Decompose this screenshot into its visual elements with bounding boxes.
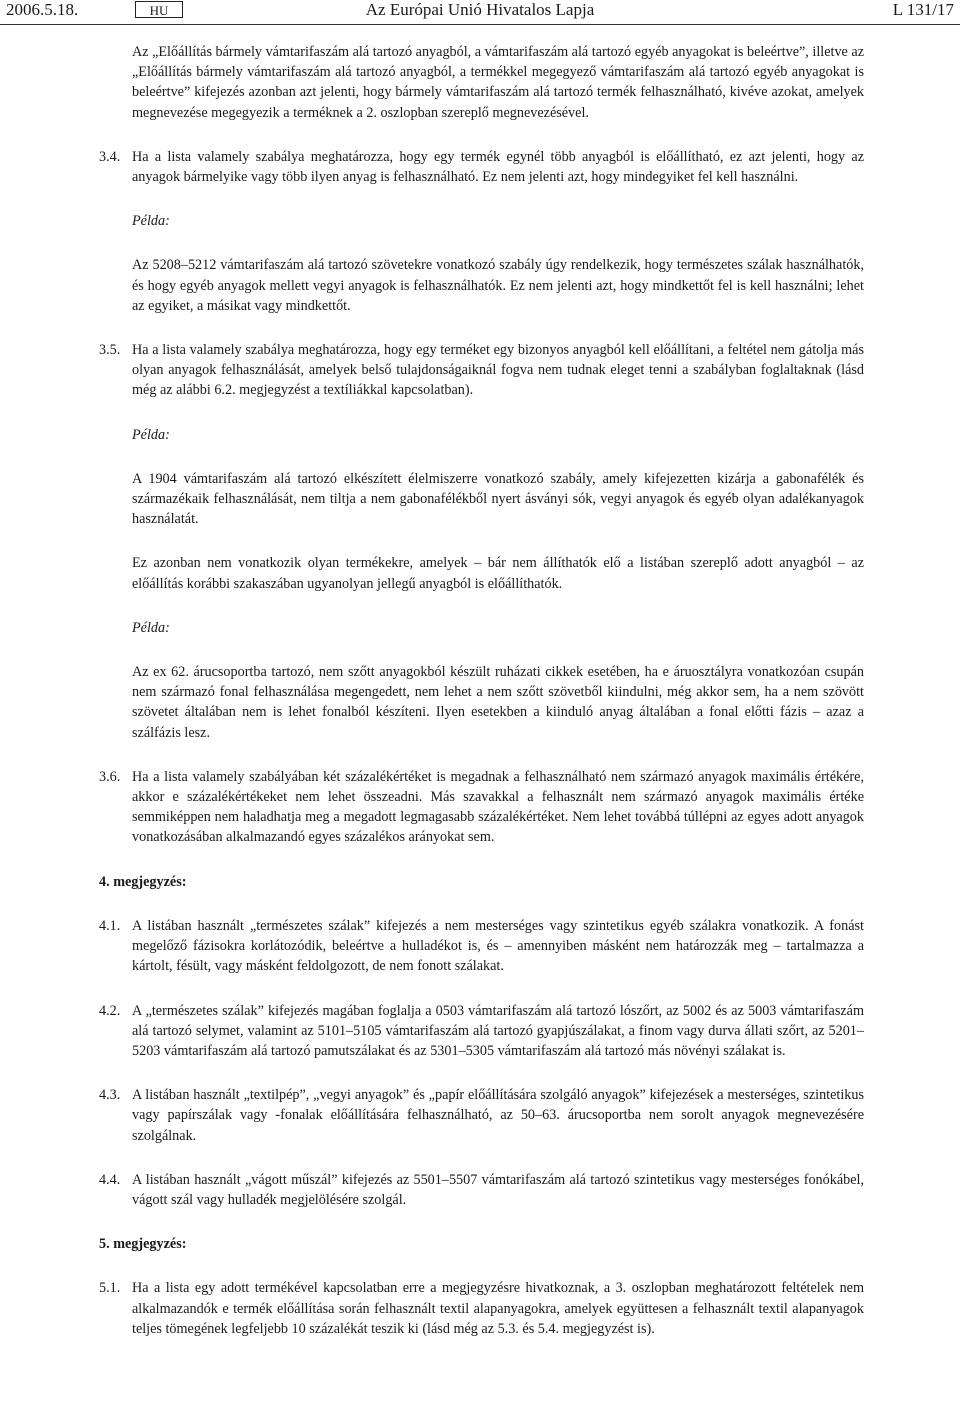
example-label: Példa: [132, 619, 170, 636]
example-label: Példa: [132, 426, 170, 443]
note-text: A „természetes szálak” kifejezés magában foglalja a 0503 vámtarifaszám alá tartozó lószőrt, az 5002 és az 5003 vámtarifaszám alá tartozó selymet, valamint az 5101–5105 vámtarifaszám alá tartozó gyapjúszálakat, a finom vagy durva állati szőrt, az 5201–5203 vámtarifaszám alá tartozó pamutszálakat és az 5301–5305 vámtarifaszám alá tartozó más növényi szálakat is. [132, 1002, 864, 1059]
section-text: Ha a lista valamely szabálya meghatározza, hogy egy terméket egy bizonyos anyagból kell előállítani, a feltétel nem gátolja más olyan anyagok felhasználását, amelyek belső tulajdonságaiknál fogva nem tudnak eleget tenni a szabályban foglaltaknak (lásd még az alábbi 6.2. megjegyzést a textíliákkal kapcsolatban). [132, 342, 864, 399]
note-item [99, 1170, 864, 1210]
section-3-5 [99, 340, 864, 401]
note-item [99, 1085, 864, 1146]
example-text: Az ex 62. árucsoportba tartozó, nem szőtt anyagokból készült ruházati cikkek esetében, ha e áruosztályra vonatkozóan csupán nem származó fonal felhasználása megengedett, nem lehet a nem szőtt szövetből kiindulni, még akkor sem, ha a nem szövött szövetet általában nem is lehet fonalból készíteni. Ilyen esetekben a kiinduló anyag általában a fonal előtti fázis – azaz a szálfázis lesz. [132, 664, 864, 741]
page-number: L 131/17 [892, 0, 954, 19]
note-text: Ha a lista egy adott termékével kapcsolatban erre a megjegyzésre hivatkoznak, a 3. oszlopban meghatározott feltételek nem alkalmazandók e termék előállítása során felhasznált textil alapanyagokra, amelyek együttesen a felhasznált textil alapanyagok teljes tömegének legfeljebb 10 százalékát teszik ki (lásd még az 5.3. és 5.4. megjegyzést is). [132, 1280, 864, 1337]
document-body [99, 42, 864, 1339]
note-item [99, 1001, 864, 1062]
section-3-6 [99, 767, 864, 848]
note-text: A listában használt „vágott műszál” kifejezés az 5501–5507 vámtarifaszám alá tartozó szintetikus vagy mesterséges fonókábel, vágott szál vagy hulladék megjelölésére szolgál. [132, 1171, 864, 1208]
note-4-heading: 4. megjegyzés: [99, 873, 187, 890]
example-text: A 1904 vámtarifaszám alá tartozó elkészített élelmiszerre vonatkozó szabály, amely kifejezetten kizárja a gabonafélék és származékaik felhasználását, nem tiltja a nem gabonafélékből nyert ásványi sók, vegyi anyagok és egyéb olyan adalékanyagok használatát. [132, 470, 864, 528]
journal-title: Az Európai Unió Hivatalos Lapja [365, 0, 595, 19]
note-number: 4.4. [99, 1171, 121, 1188]
note-number: 4.2. [99, 1002, 121, 1019]
note-text: A listában használt „természetes szálak” kifejezés a nem mesterséges vagy szintetikus egyéb szálakra vonatkozik. A fonást megelőző fázisokra korlátozódik, beleértve a hulladékot is, és – amennyiben másként nem határozzák meg – tartalmazza a kártolt, fésült, vagy másként feldolgozott, de nem fonott szálakat. [132, 917, 864, 975]
example-text: Ez azonban nem vonatkozik olyan termékekre, amelyek – bár nem állíthatók elő a listában szereplő adott anyagból – az előállítás korábbi szakaszában ugyanolyan jellegű anyagból is előállíthatók. [132, 555, 864, 592]
note-number: 4.3. [99, 1087, 121, 1104]
example-text: Az 5208–5212 vámtarifaszám alá tartozó szövetekre vonatkozó szabály úgy rendelkezik, hogy természetes szálak használhatók, és hogy egyéb anyagok mellett vegyi anyagok is felhasználhatók. Ez nem jelenti azt, hogy mindkettőt fel is kell használni; lehet az egyiket, a másikat vagy mindkettőt. [132, 257, 864, 314]
section-number: 3.5. [99, 342, 121, 359]
publication-date: 2006.5.18. [6, 0, 79, 19]
example-label: Példa: [132, 213, 170, 230]
note-5-heading: 5. megjegyzés: [99, 1236, 187, 1253]
section-number: 3.6. [99, 768, 121, 785]
note-text: A listában használt „textilpép”, „vegyi anyagok” és „papír előállítására szolgáló anyagok” kifejezések a mesterséges, szintetikus vagy papírszálak vagy -fonalak előállítására felhasználható, az 50–63. árucsoportba nem sorolt anyagok megnevezésére szolgálnak. [132, 1087, 864, 1144]
section-3-4 [99, 147, 864, 187]
section-number: 3.4. [99, 148, 121, 165]
note-number: 4.1. [99, 917, 121, 934]
section-text: Ha a lista valamely szabályában két százalékértéket is megadnak a felhasználható nem származó anyagok maximális értékére, akkor e százalékértékeket nem lehet összeadni. Más szavakkal a felhasznált nem származó anyagok maximális értéke semmiképpen nem haladhatja meg a megadott legmagasabb százalékértéket. Nem lehet továbbá túllépni az egyes adott anyagok vonatkozásában alkalmazandó egyes százalékos arányokat sem. [132, 768, 864, 846]
note-item [99, 1278, 864, 1339]
header-rule [0, 24, 960, 25]
page-header [0, 0, 960, 20]
note-number: 5.1. [99, 1280, 121, 1297]
language-badge: HU [135, 1, 183, 18]
intro-paragraph: Az „Előállítás bármely vámtarifaszám alá tartozó anyagból, a vámtarifaszám alá tartozó egyéb anyagokat is beleértve”, illetve az „Előállítás bármely vámtarifaszám alá tartozó anyagból, a termékkel megegyező vámtarifaszám alá tartozó egyéb anyagokat is beleértve” kifejezés azonban azt jelenti, hogy bármely vámtarifaszám alá tartozó termék felhasználható, kivéve azokat, amelyek megnevezése megegyezik a terméknek a 2. oszlopban szereplő megnevezésével. [132, 44, 864, 121]
note-item [99, 916, 864, 977]
section-text: Ha a lista valamely szabálya meghatározza, hogy egy termék egynél több anyagból is előállítható, ez azt jelenti, hogy az anyagok bármelyike vagy több ilyen anyag is felhasználható. Ez nem jelenti azt, hogy mindegyiket fel kell használni. [132, 148, 864, 186]
